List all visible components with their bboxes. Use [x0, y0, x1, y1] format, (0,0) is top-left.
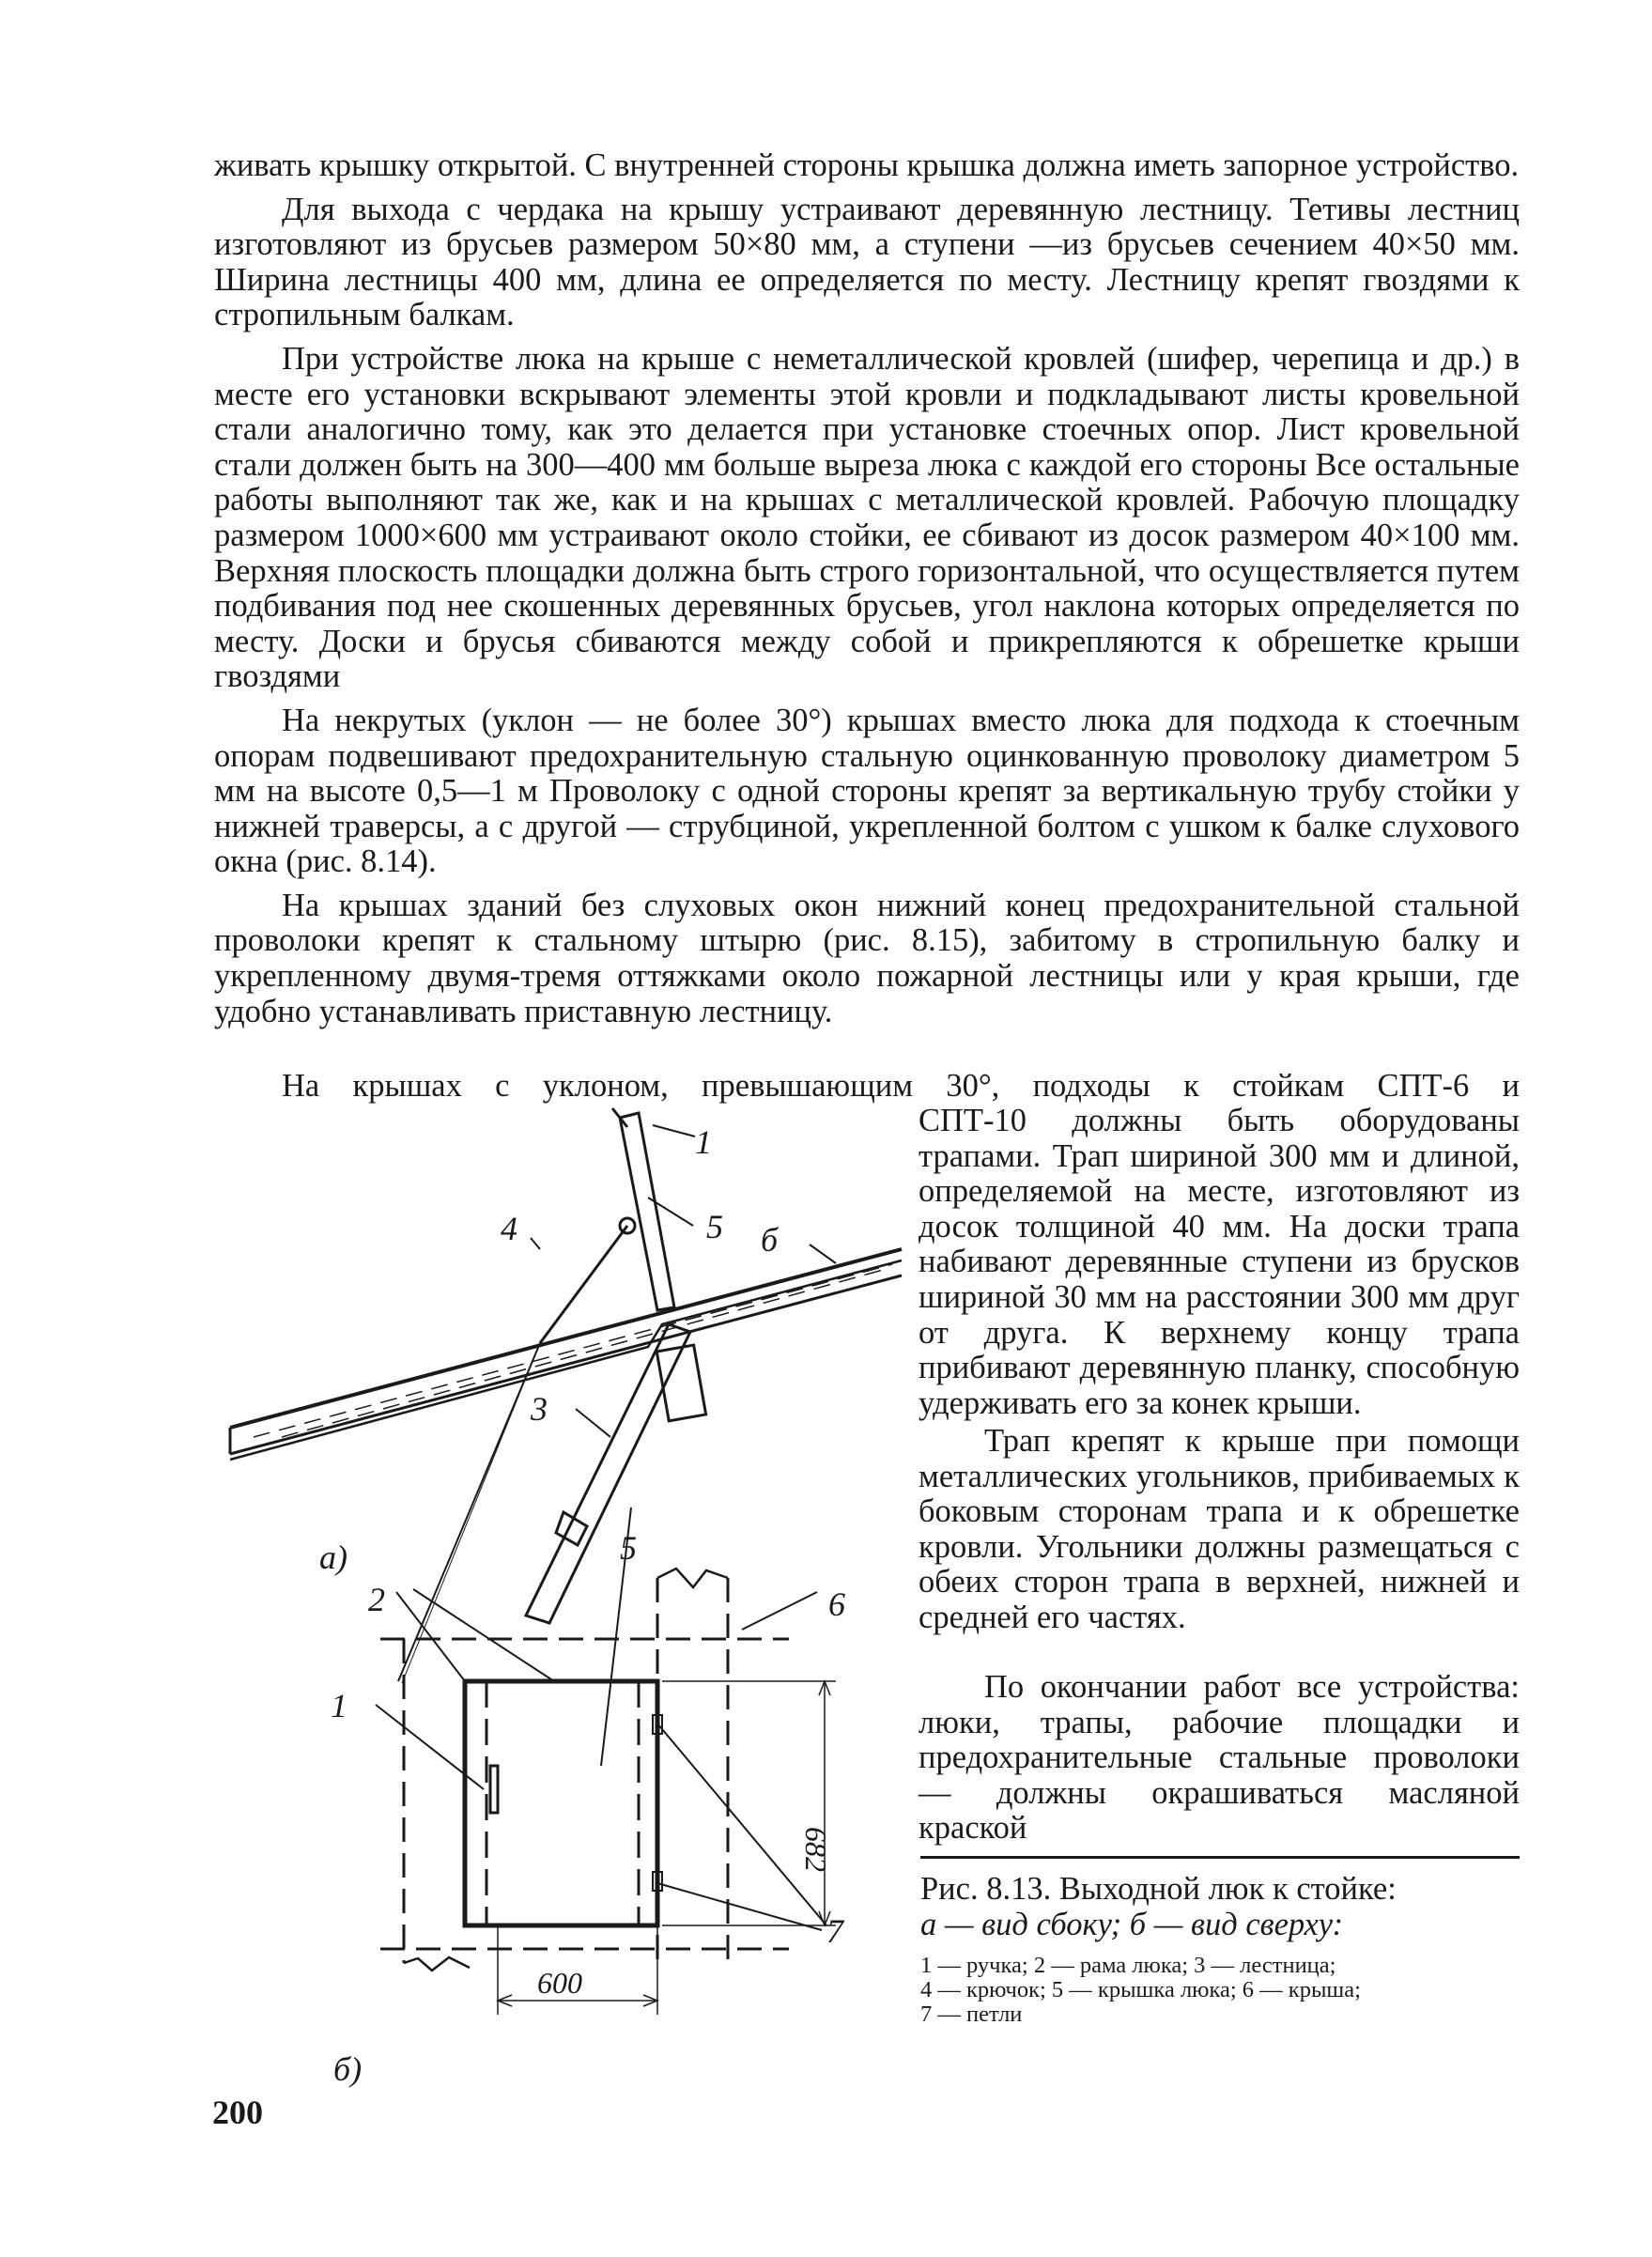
paragraph-steel-pin: На крышах зданий без слуховых окон нижний конец предохранительной стальной проволоки крепят к стальному штырю (рис. 8.15), забитому в стропильную балку и укрепленному двумя-тремя оттяжками около пожарной лестницы или у края крыши, где удобно устанавливать приставную лестницу. [214, 887, 1520, 1029]
paragraph-continuation: живать крышку открытой. С внутренней стороны крышка должна иметь запорное устройство. [214, 147, 1520, 183]
dimension-width: 600 [537, 1966, 582, 2000]
label-4: 4 [501, 1210, 517, 1247]
label-6-bottom: 6 [828, 1585, 845, 1623]
label-7: 7 [826, 1912, 843, 1950]
label-1-top: 1 [695, 1123, 712, 1161]
legend-line-3: 7 — петли [920, 2002, 1023, 2027]
legend-line-1: 1 — ручка; 2 — рама люка; 3 — лестница; [920, 1953, 1336, 1978]
dimension-height: 682 [799, 1827, 833, 1872]
roof-section [230, 1249, 902, 1460]
hatch-cover-side [540, 1108, 674, 1343]
caption-subtitle: а — вид сбоку; б — вид сверху: [920, 1907, 1344, 1942]
paragraph-ladder: Для выхода с чердака на крышу устраивают деревянную лестницу. Тетивы лестниц изготовляют из брусьев размером 50×80 мм, а ступени —из брусьев сечением 40×50 мм. Ширина лестницы 400 мм, длина ее определяется по месту. Лестницу крепят гвоздями к стропильным балкам. [214, 191, 1520, 333]
paragraph-safety-wire: На некрутых (уклон — не более 30°) крышах вместо люка для подхода к стоечным опорам подвешивают предохранительную стальную оцинкованную проволоку диаметром 5 мм на высоте 0,5—1 м Проволоку с одной стороны крепят за вертикальную трубу стойки у нижней траверсы, а с другой — струбциной, укрепленной болтом с ушком к балке слухового окна (рис. 8.14). [214, 702, 1520, 880]
label-3: 3 [531, 1390, 548, 1428]
view-b-label: б) [333, 2050, 363, 2088]
label-2: 2 [368, 1581, 385, 1618]
view-a-label: а) [319, 1538, 347, 1576]
plan-view [376, 1507, 836, 2015]
caption-title: Рис. 8.13. Выходной люк к стойке: [920, 1871, 1397, 1907]
page-number: 200 [212, 2094, 263, 2131]
paragraph-fastening: Трап крепят к крыше при помощи металлических угольников, прибиваемых к боковым сторонам трапа и к обрешетке кровли. Угольники должны размещаться с обеих сторон трапа в верхней, нижней и средней его частях. [919, 1423, 1520, 1635]
legend-line-2: 4 — крючок; 5 — крышка люка; 6 — крыша; [920, 1977, 1361, 2002]
label-1-bottom: 1 [331, 1687, 347, 1724]
label-6-top: б [761, 1221, 779, 1259]
paragraph-gangway-rest: СПТ-10 должны быть оборудованы трапами. Трап шириной 300 мм и длиной, определяемой на месте, изготовляют из досок толщиной 40 мм. На доски трапа набивают деревянные ступени из брусков шириной 30 мм на расстоянии 300 мм друг от друга. К верхнему концу трапа прибивают деревянную планку, способную удерживать его за конек крыши. [919, 1103, 1520, 1421]
label-5-top: 5 [706, 1208, 723, 1245]
label-5-bottom: 5 [620, 1529, 637, 1567]
leader-lines-a [398, 1125, 836, 1683]
paragraph-hatch-nonmetal-roof: При устройстве люка на крыше с неметаллической кровлей (шифер, черепица и др.) в месте его установки вскрывают элементы этой кровли и подкладывают листы кровельной стали аналогично тому, как это делается при установке стоечных опор. Лист кровельной стали должен быть на 300—400 мм больше выреза люка с каждой его стороны Все остальные работы выполняют так же, как и на крышах с металлической кровлей. Рабочую площадку размером 1000×600 мм устраивают около стойки, ее сбивают из досок размером 40×100 мм. Верхняя плоскость площадки должна быть строго горизонтальной, что осуществляется путем подбивания под нее скошенных деревянных брусьев, угол наклона которых определяется по месту. Доски и брусья сбиваются между собой и прикрепляются к обрешетке крыши гвоздями [214, 340, 1520, 695]
paragraph-painting: По окончании работ все устройства: люки, трапы, рабочие площадки и предохранительные стальные проволоки — должны окрашиваться масляной краской [919, 1669, 1520, 1847]
paragraph-gangway-first-line: На крышах с уклоном, превышающим 30°, подходы к стойкам СПТ-6 и [282, 1068, 1520, 1104]
